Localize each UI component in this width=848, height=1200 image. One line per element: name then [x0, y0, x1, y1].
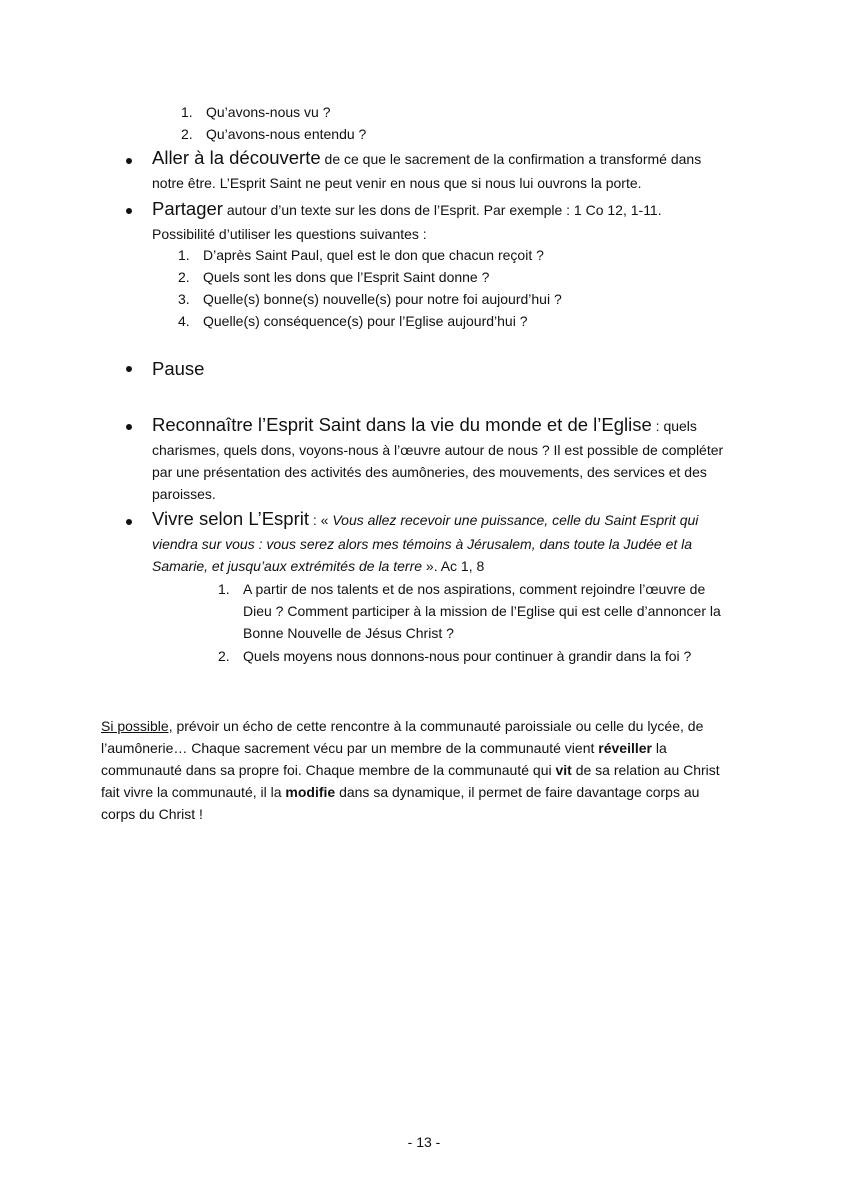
section-subtext: Possibilité d’utiliser les questions suivantes : — [152, 226, 427, 242]
list-item: Quels moyens nous donnons-nous pour continuer à grandir dans la foi ? — [243, 648, 692, 664]
section-heading: Reconnaître l’Esprit Saint dans la vie du monde et de l’Eglise — [152, 414, 652, 435]
list-number: 2. — [218, 648, 230, 664]
bullet-icon — [126, 208, 132, 214]
bible-reference: ». Ac 1, 8 — [422, 558, 485, 574]
list-number: 1. — [181, 104, 193, 120]
list-number: 2. — [181, 126, 193, 142]
bible-quote: viendra sur vous : vous serez alors mes témoins à Jérusalem, dans toute la Judée et la — [152, 536, 693, 552]
list-number: 4. — [178, 313, 190, 329]
section-text: : « — [309, 512, 333, 528]
bullet-icon — [126, 158, 132, 164]
list-item: D’après Saint Paul, quel est le don que chacun reçoit ? — [203, 247, 544, 263]
bullet-icon — [126, 519, 132, 525]
section-text: notre être. L’Esprit Saint ne peut venir en nous que si nous lui ouvrons la porte. — [152, 175, 642, 191]
closing-text: fait vivre la communauté, il la — [101, 784, 286, 800]
section-heading: Vivre selon L’Esprit — [152, 508, 309, 529]
list-item-line: A partir de nos talents et de nos aspirations, comment rejoindre l’œuvre de — [243, 581, 706, 597]
list-item: Qu’avons-nous entendu ? — [206, 126, 367, 142]
closing-text: corps du Christ ! — [101, 806, 203, 822]
bible-quote: Vous allez recevoir une puissance, celle du Saint Esprit qui — [332, 512, 699, 528]
closing-text: prévoir un écho de cette rencontre à la communauté paroissiale ou celle du lycée, de — [172, 718, 704, 734]
list-item: Quelle(s) bonne(s) nouvelle(s) pour notre foi aujourd’hui ? — [203, 291, 562, 307]
closing-text: de sa relation au Christ — [571, 762, 720, 778]
closing-paragraph — [101, 715, 748, 825]
list-number: 2. — [178, 269, 190, 285]
section-text: : quels — [651, 418, 697, 434]
list-item-line: Dieu ? Comment participer à la mission de l’Eglise qui est celle d’annoncer la — [243, 603, 721, 619]
closing-emphasis: vit — [555, 762, 572, 778]
list-number: 3. — [178, 291, 190, 307]
list-item: Qu’avons-nous vu ? — [206, 104, 331, 120]
section-text: charismes, quels dons, voyons-nous à l’œuvre autour de nous ? Il est possible de compléter — [152, 442, 724, 458]
section-heading: Pause — [152, 358, 205, 379]
list-number: 1. — [218, 581, 230, 597]
section-decouverte — [152, 147, 748, 194]
closing-text: la — [651, 740, 667, 756]
page-number: - 13 - — [407, 1134, 441, 1150]
section-heading: Partager — [152, 198, 223, 219]
section-text: par une présentation des activités des aumôneries, des mouvements, des services et des — [152, 464, 707, 480]
section-text: paroisses. — [152, 486, 216, 502]
section-vivre — [152, 508, 748, 577]
bullet-icon — [126, 424, 132, 430]
closing-emphasis: réveiller — [598, 740, 652, 756]
list-number: 1. — [178, 247, 190, 263]
list-item: Quelle(s) conséquence(s) pour l’Eglise aujourd’hui ? — [203, 313, 528, 329]
list-item — [243, 578, 748, 644]
closing-text: l’aumônerie… Chaque sacrement vécu par un membre de la communauté vient — [101, 740, 599, 756]
section-heading: Aller à la découverte — [152, 147, 321, 168]
closing-lead: Si possible, — [101, 718, 173, 734]
section-partager — [152, 198, 748, 245]
bible-quote: Samarie, et jusqu’aux extrémités de la terre — [152, 558, 423, 574]
section-text: autour d’un texte sur les dons de l’Esprit. Par exemple : 1 Co 12, 1-11. — [222, 202, 662, 218]
bullet-icon — [126, 366, 132, 372]
closing-text: dans sa dynamique, il permet de faire davantage corps au — [335, 784, 700, 800]
section-text: de ce que le sacrement de la confirmation a transformé dans — [320, 151, 702, 167]
list-item-line: Bonne Nouvelle de Jésus Christ ? — [243, 625, 454, 641]
list-item: Quels sont les dons que l’Esprit Saint donne ? — [203, 269, 490, 285]
section-reconnaitre — [152, 414, 748, 505]
closing-text: communauté dans sa propre foi. Chaque membre de la communauté qui — [101, 762, 556, 778]
closing-emphasis: modifie — [285, 784, 336, 800]
